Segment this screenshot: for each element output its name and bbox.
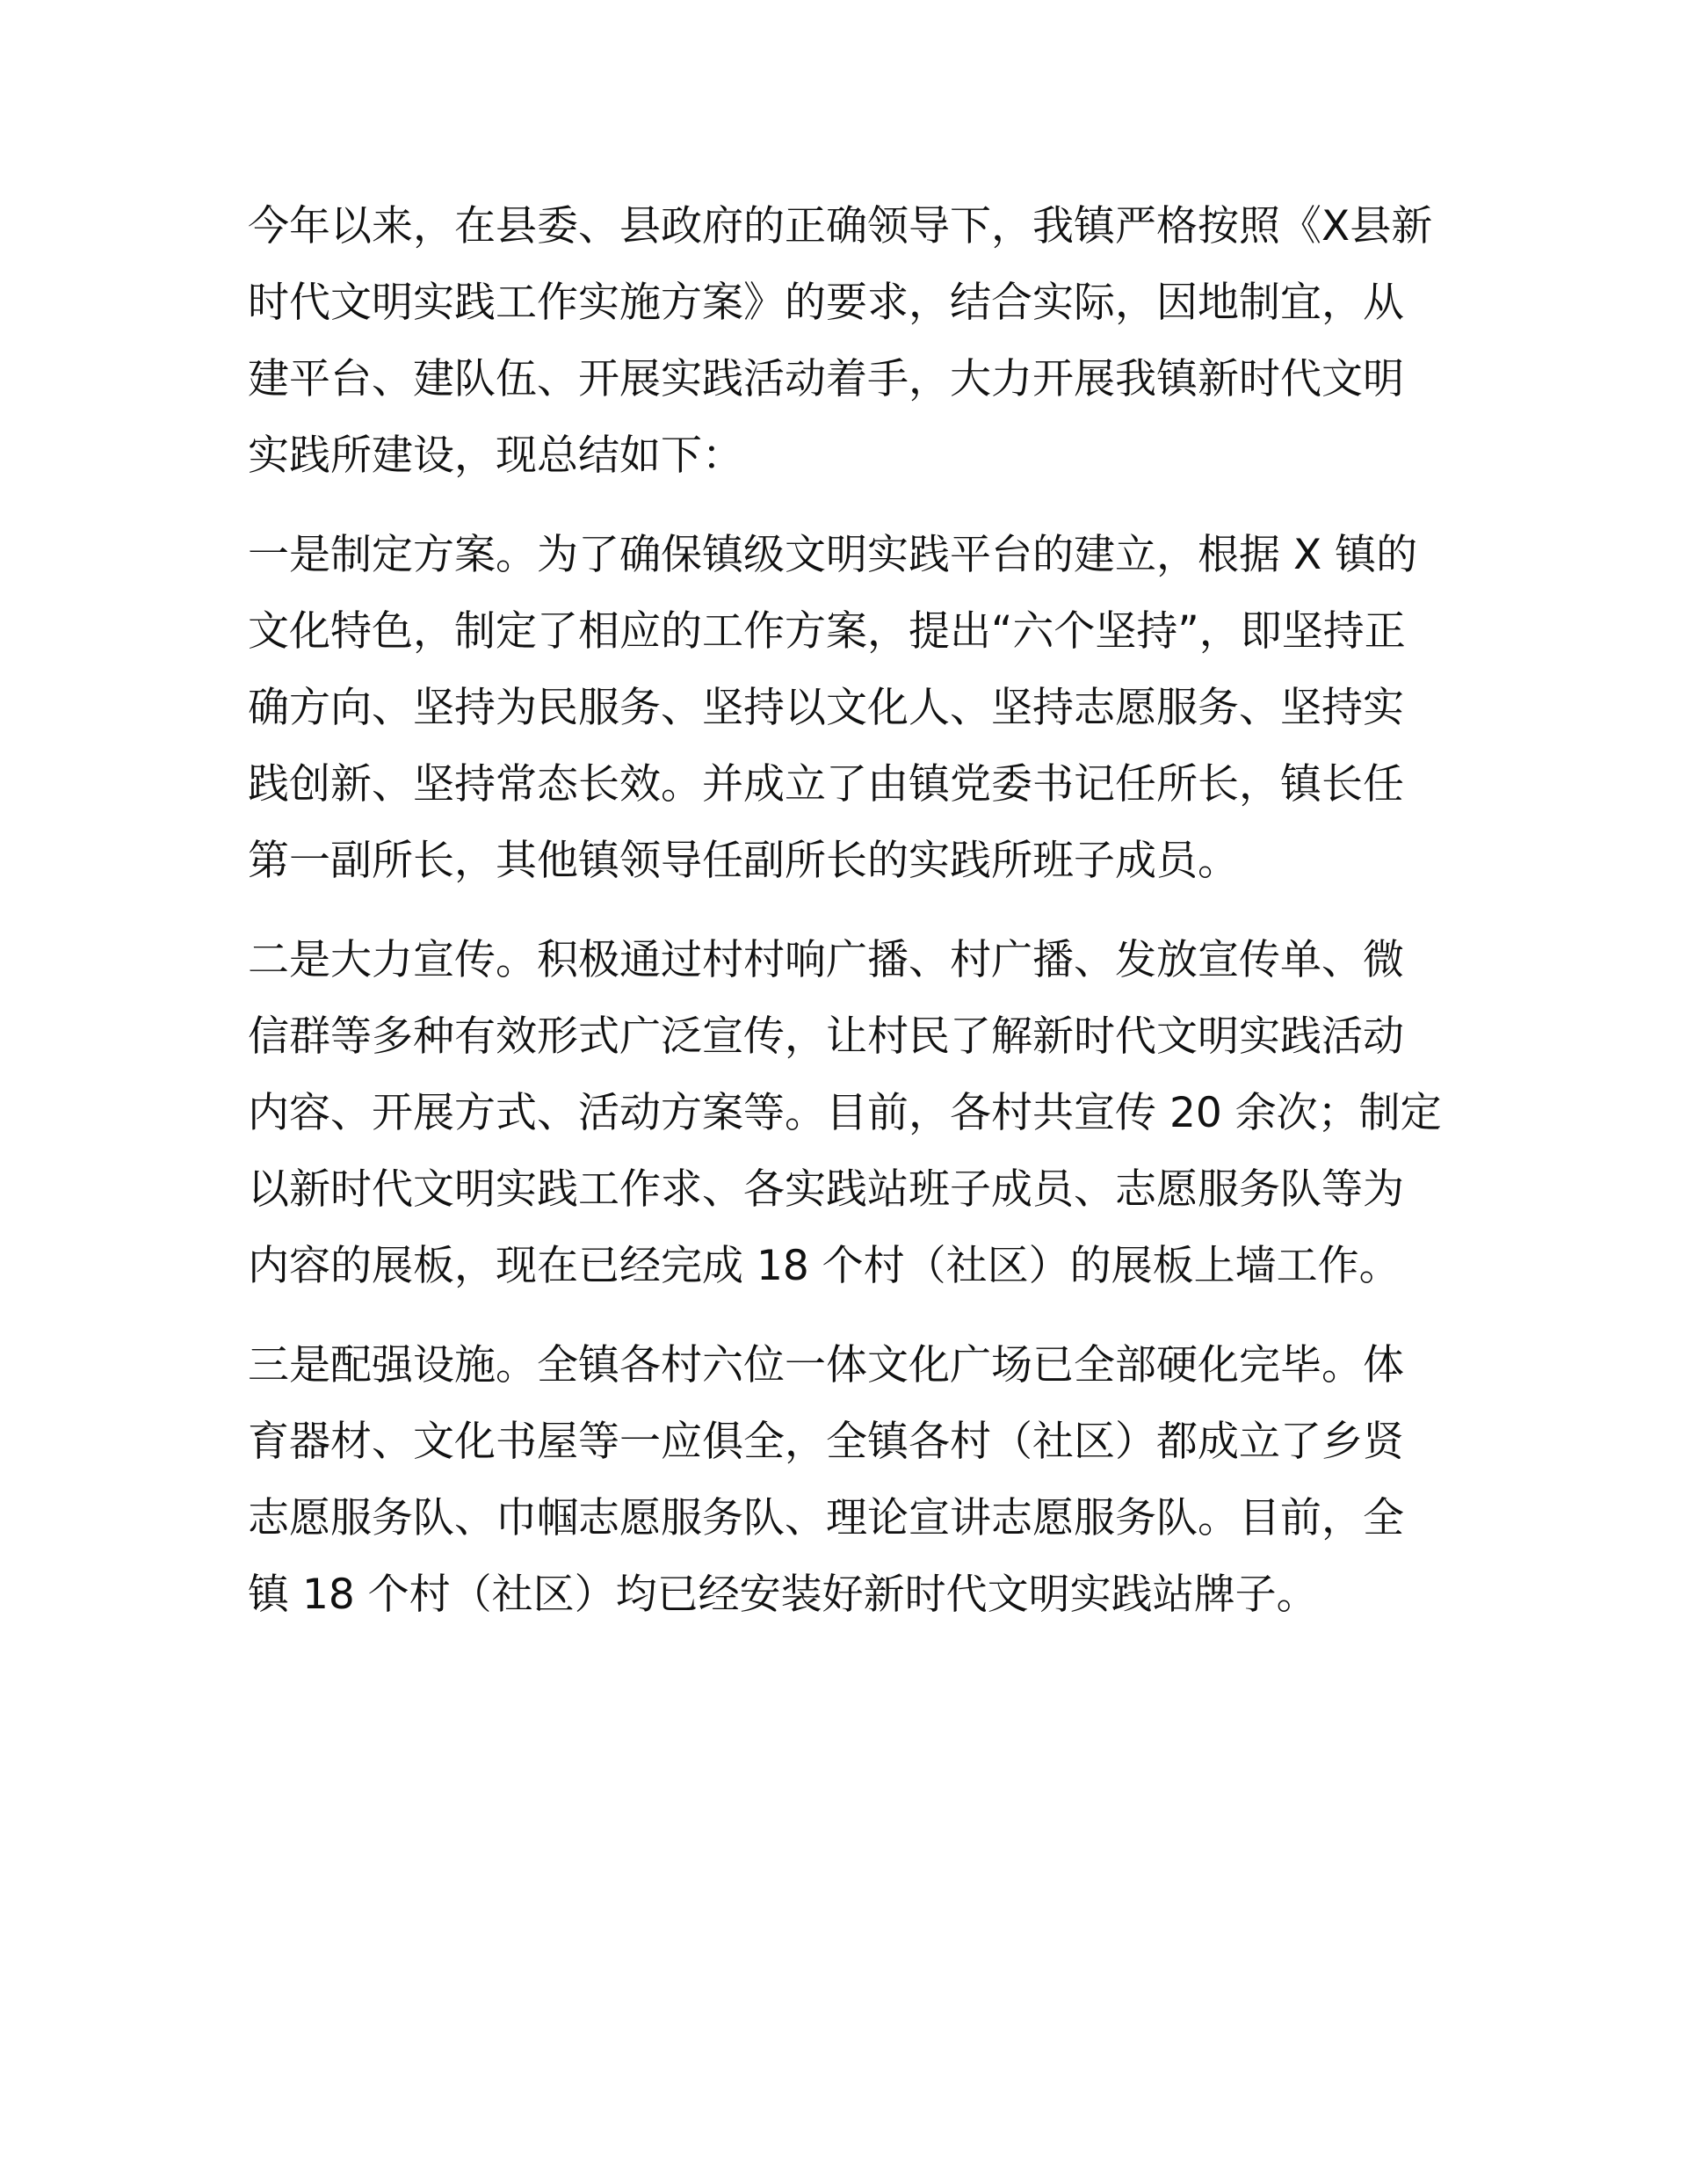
paragraph-point-3: 三是配强设施。全镇各村六位一体文化广场已全部硬化完毕。体育器材、文化书屋等一应俱全，全镇各村（社区）都成立了乡贤志愿服务队、巾帼志愿服务队、理论宣讲志愿服务队。目前，全镇 18 个村（社区）均已经安装好新时代文明实践站牌子。 [248, 1341, 1404, 1619]
paragraph-point-2: 二是大力宣传。积极通过村村响广播、村广播、发放宣传单、微信群等多种有效形式广泛宣传，让村民了解新时代文明实践活动内容、开展方式、活动方案等。目前，各村共宣传 20 余次；制定以新时代文明实践工作求、各实践站班子成员、志愿服务队等为内容的展板，现在已经完成 18 个村（社区）的展板上墙工作。 [248, 936, 1442, 1290]
document-body [248, 188, 1443, 1656]
paragraph-point-1: 一是制定方案。为了确保镇级文明实践平台的建立，根据 X 镇的文化特色，制定了相应的工作方案，提出“六个坚持”，即坚持正确方向、坚持为民服务、坚持以文化人、坚持志愿服务、坚持实践创新、坚持常态长效。并成立了由镇党委书记任所长，镇长任第一副所长，其他镇领导任副所长的实践所班子成员。 [248, 531, 1418, 885]
paragraph-intro: 今年以来，在县委、县政府的正确领导下，我镇严格按照《X县新时代文明实践工作实施方案》的要求，结合实际，因地制宜，从建平台、建队伍、开展实践活动着手，大力开展我镇新时代文明实践所建设，现总结如下： [248, 202, 1433, 480]
